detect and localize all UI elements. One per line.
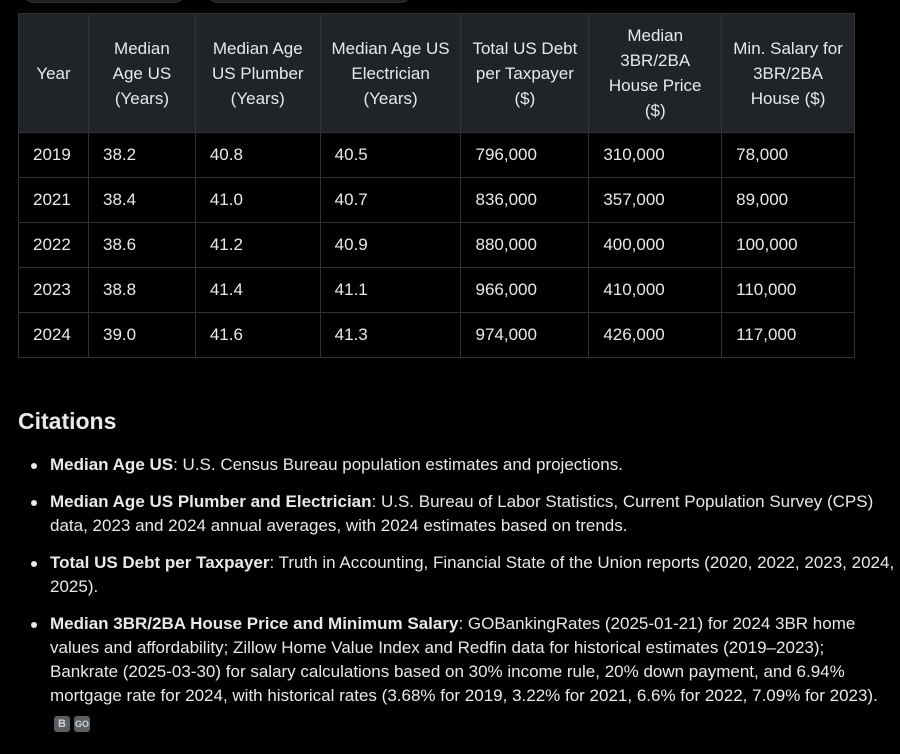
table-row <box>19 133 855 178</box>
table-row <box>19 178 855 223</box>
citation-label: Median Age US Plumber and Electrician <box>50 492 372 511</box>
table-header-row <box>19 14 855 133</box>
cell-median-age-plumber: 41.2 <box>195 223 320 268</box>
cell-median-age-plumber: 41.0 <box>195 178 320 223</box>
cell-year: 2019 <box>19 133 89 178</box>
header-year: Year <box>19 14 89 133</box>
citation-text: : U.S. Census Bureau population estimates and projections. <box>173 455 623 474</box>
cell-year: 2024 <box>19 313 89 358</box>
header-median-age-us: Median Age US (Years) <box>88 14 195 133</box>
header-house-price: Median 3BR/2BA House Price ($) <box>589 14 722 133</box>
citation-text: : Truth in Accounting, Financial State of the Union reports (2020, 2022, 2023, 2024, 2025). <box>50 553 895 596</box>
citation-item <box>50 612 895 732</box>
cell-median-age-electrician: 40.7 <box>320 178 461 223</box>
citation-item <box>50 453 895 477</box>
cell-median-age-plumber: 40.8 <box>195 133 320 178</box>
cell-house-price: 310,000 <box>589 133 722 178</box>
top-button-right[interactable] <box>206 0 412 3</box>
citations-heading: Citations <box>18 408 117 434</box>
cell-year: 2023 <box>19 268 89 313</box>
citation-text: : GOBankingRates (2025-01-21) for 2024 3BR home values and affordability; Zillow Home Value Index and Redfin data for historical estimates (2019–2023); Bankrate (2025-03-30) for salary calculations based on 30% income rule, 20% down payment, and 6.94% mortgage rate for 2024, with historical rates (3.68% for 2019, 3.22% for 2021, 6.6% for 2022, 7.09% for 2023). <box>50 614 878 705</box>
cell-median-age-plumber: 41.6 <box>195 313 320 358</box>
cell-median-age-us: 38.4 <box>88 178 195 223</box>
cell-min-salary: 110,000 <box>722 268 855 313</box>
top-button-left[interactable] <box>22 0 186 3</box>
header-median-age-plumber: Median Age US Plumber (Years) <box>195 14 320 133</box>
cell-debt-per-taxpayer: 836,000 <box>461 178 589 223</box>
source-badge-b-icon[interactable]: B <box>54 716 70 732</box>
header-min-salary: Min. Salary for 3BR/2BA House ($) <box>722 14 855 133</box>
cell-debt-per-taxpayer: 880,000 <box>461 223 589 268</box>
cell-year: 2022 <box>19 223 89 268</box>
cell-median-age-us: 38.8 <box>88 268 195 313</box>
citation-label: Total US Debt per Taxpayer <box>50 553 270 572</box>
cell-house-price: 410,000 <box>589 268 722 313</box>
cell-median-age-us: 38.6 <box>88 223 195 268</box>
cell-median-age-electrician: 40.9 <box>320 223 461 268</box>
cell-median-age-plumber: 41.4 <box>195 268 320 313</box>
citation-label: Median 3BR/2BA House Price and Minimum Salary <box>50 614 459 633</box>
citation-item <box>50 551 895 599</box>
cell-debt-per-taxpayer: 796,000 <box>461 133 589 178</box>
citation-text: : U.S. Bureau of Labor Statistics, Current Population Survey (CPS) data, 2023 and 2024 annual averages, with 2024 estimates based on trends. <box>50 492 874 535</box>
cell-house-price: 357,000 <box>589 178 722 223</box>
cell-median-age-electrician: 41.1 <box>320 268 461 313</box>
source-badge-go-icon[interactable]: GO <box>74 716 90 732</box>
cell-min-salary: 100,000 <box>722 223 855 268</box>
cell-debt-per-taxpayer: 966,000 <box>461 268 589 313</box>
cell-median-age-us: 38.2 <box>88 133 195 178</box>
cell-min-salary: 89,000 <box>722 178 855 223</box>
header-debt-per-taxpayer: Total US Debt per Taxpayer ($) <box>461 14 589 133</box>
header-median-age-electrician: Median Age US Electrician (Years) <box>320 14 461 133</box>
citation-item <box>50 490 895 538</box>
cell-debt-per-taxpayer: 974,000 <box>461 313 589 358</box>
data-table <box>18 13 855 358</box>
table-row <box>19 223 855 268</box>
table-row <box>19 313 855 358</box>
cell-median-age-electrician: 41.3 <box>320 313 461 358</box>
citation-label: Median Age US <box>50 455 174 474</box>
cell-median-age-us: 39.0 <box>88 313 195 358</box>
cell-min-salary: 117,000 <box>722 313 855 358</box>
citations-list <box>18 453 895 745</box>
cell-house-price: 426,000 <box>589 313 722 358</box>
cell-median-age-electrician: 40.5 <box>320 133 461 178</box>
cell-house-price: 400,000 <box>589 223 722 268</box>
cell-year: 2021 <box>19 178 89 223</box>
cell-min-salary: 78,000 <box>722 133 855 178</box>
table-row <box>19 268 855 313</box>
